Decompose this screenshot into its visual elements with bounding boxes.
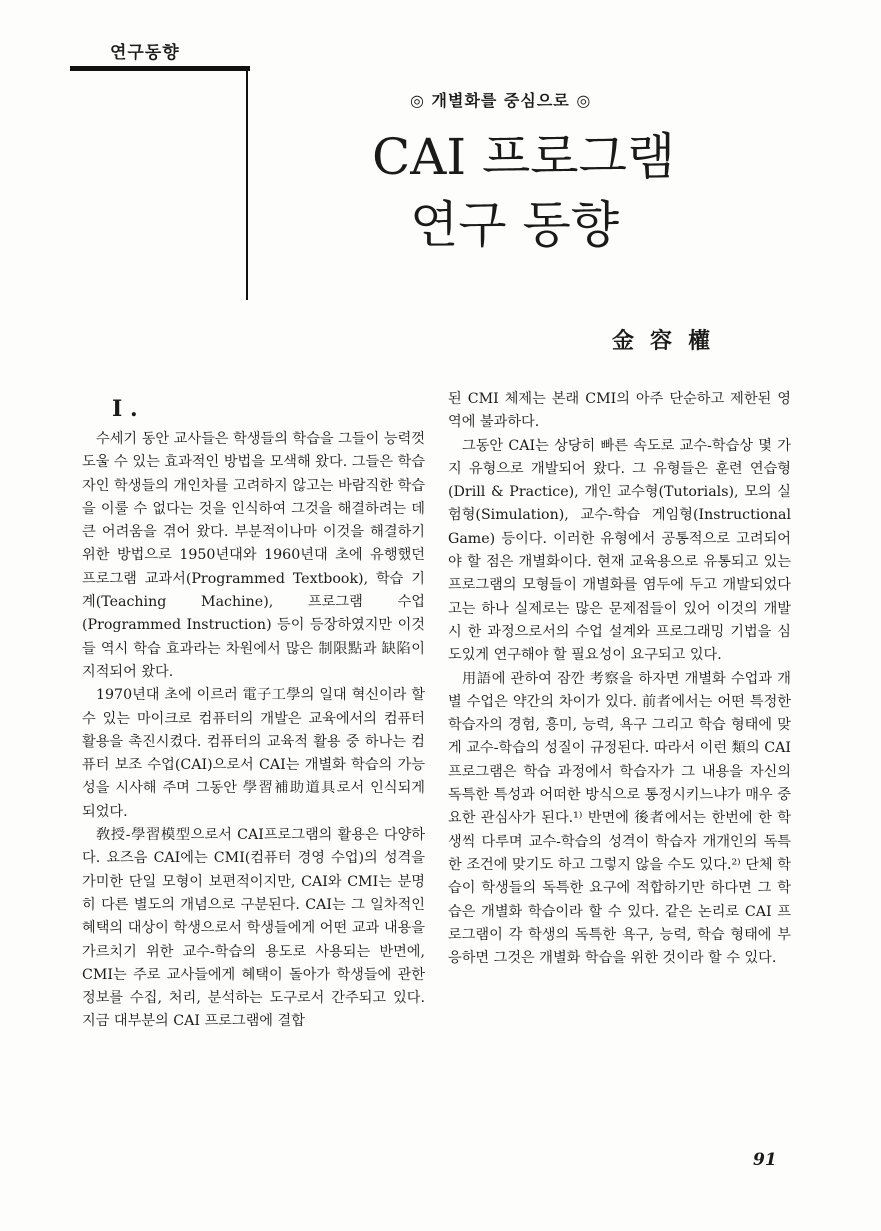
section-number: I . [112,396,138,422]
left-column [82,428,425,1034]
paragraph: 用語에 관하여 잠깐 考察을 하자면 개별화 수업과 개별 수업은 약간의 차이가 있다. 前者에서는 어떤 특정한 학습자의 경험, 흥미, 능력, 욕구 그리고 학습 형태에 맞게 교수-학습의 성질이 규정된다. 따라서 이런 類의 CAI 프로그램은 학습 과정에서 학습자가 그 내용을 자신의 독특한 특성과 어떠한 방식으로 통정시키느냐가 매우 중요한 관심사가 된다.¹⁾ 반면에 後者에서는 한번에 한 학생씩 다루며 교수-학습의 성격이 학습자 개개인의 독특한 조건에 맞기도 하고 그렇지 않을 수도 있다.²⁾ 단체 학습이 학생들의 독특한 요구에 적합하기만 하다면 그 학습은 개별화 학습이라 할 수 있다. 같은 논리로 CAI 프로그램이 각 학생의 독특한 욕구, 능력, 학습 형태에 부응하면 그것은 개별화 학습을 위한 것이라 할 수 있다. [448,670,791,967]
page-number: 91 [753,1150,777,1170]
paragraph: 그동안 CAI는 상당히 빠른 속도로 교수-학습상 몇 가지 유형으로 개발되어 왔다. 그 유형들은 훈련 연습형(Drill & Practice), 개인 교수형(Tutorials), 모의 실험형(Simulation), 교수-학습 게임형(Instructional Game) 등이다. 이러한 유형에서 공통적으로 고려되어야 할 점은 개별화이다. 현재 교육용으로 유통되고 있는 프로그램의 모형들이 개별화를 염두에 두고 개발되었다고는 하나 실제로는 많은 문제점들이 있어 이것의 개발시 한 과정으로서의 수업 설계와 프로그래밍 기법을 심도있게 연구해야 할 필요성이 요구되고 있다. [448,437,791,664]
paragraph: 수세기 동안 교사들은 학생들의 학습을 그들이 능력껏 도울 수 있는 효과적인 방법을 모색해 왔다. 그들은 학습자인 학생들의 개인차를 고려하지 않고는 바람직한 학습을 이룰 수 없다는 것을 인식하여 그것을 해결하려는 데 큰 어려움을 겪어 왔다. 부분적이나마 이것을 해결하기 위한 방법으로 1950년대와 1960년대 초에 유행했던 프로그램 교과서(Programmed Textbook), 학습 기계(Teaching Machine), 프로그램 수업(Programmed Instruction) 등이 등장하였지만 이것들 역시 학습 효과라는 차원에서 많은 制限點과 缺陷이 지적되어 왔다. [82,431,425,680]
right-column [448,388,791,970]
header-rule-horizontal [70,66,250,71]
article-title-line1: CAI 프로그램 [372,128,676,186]
section-label: 연구동향 [110,43,180,63]
author-name: 金容權 [612,328,727,354]
article-subtitle: ◎ 개별화를 중심으로 ◎ [410,91,592,110]
header-rule-vertical [246,70,248,300]
paragraph: 된 CMI 체제는 본래 CMI의 아주 단순하고 제한된 영역에 불과하다. [448,391,791,431]
paragraph: 敎授-學習模型으로서 CAI프로그램의 활용은 다양하다. 요즈음 CAI에는 CMI(컴퓨터 경영 수업)의 성격을 가미한 단일 모형이 보편적이지만, CAI와 CMI는 분명히 다른 별도의 개념으로 구분된다. CAI는 그 일차적인 혜택의 대상이 학생으로서 학생들에게 어떤 교과 내용을 가르치기 위한 교수-학습의 용도로 사용되는 반면에, CMI는 주로 교사들에게 혜택이 돌아가 학생들에 관한 정보를 수집, 처리, 분석하는 도구로서 간주되고 있다. 지금 대부분의 CAI 프로그램에 결합 [82,827,425,1030]
article-title-line2: 연구 동향 [410,196,620,254]
paragraph: 1970년대 초에 이르러 電子工學의 일대 혁신이라 할 수 있는 마이크로 컴퓨터의 개발은 교육에서의 컴퓨터 활용을 촉진시켰다. 컴퓨터의 교육적 활용 중 하나는 컴퓨터 보조 수업(CAI)으로서 CAI는 개별화 학습의 가능성을 시사해 주며 그동안 學習補助道具로서 인식되게 되었다. [82,687,425,820]
